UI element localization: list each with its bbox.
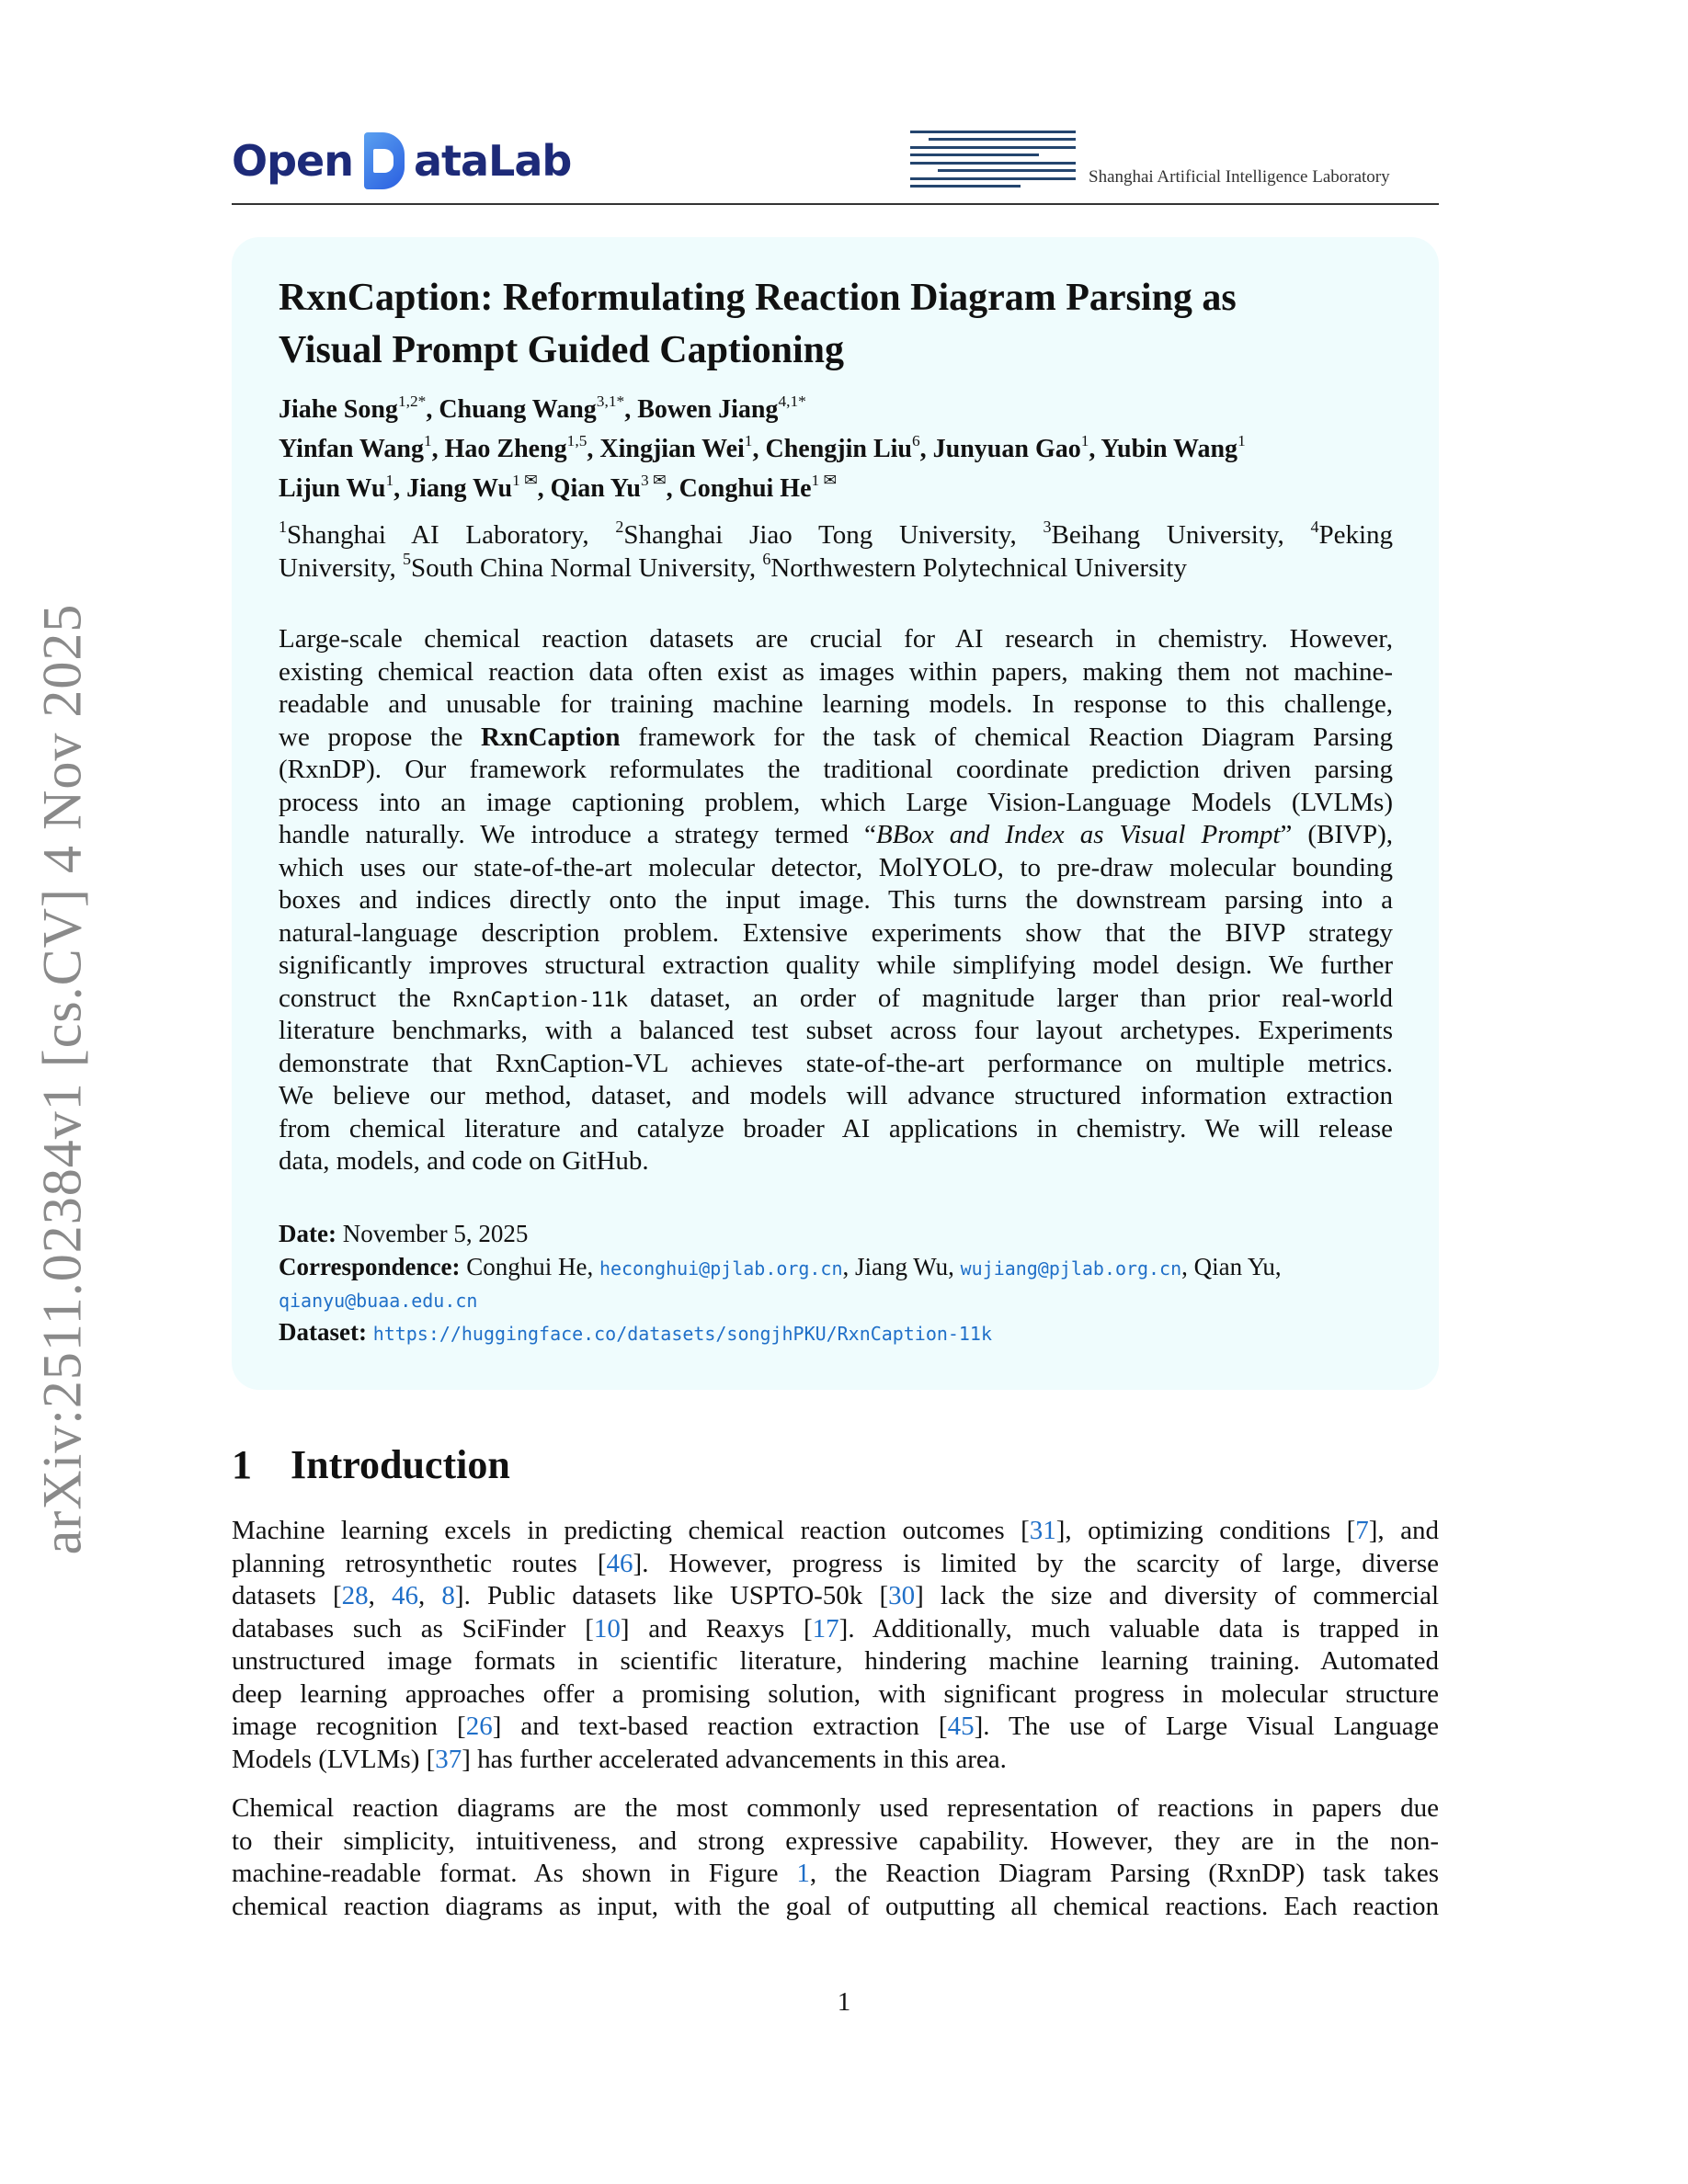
text-line: (RxnDP). Our framework reformulates the traditional coordinate prediction driven parsing xyxy=(279,755,1393,784)
author-row: Yinfan Wang$^1$, Hao Zheng$^{1,5}$, Xingjian Wei$^1$, Chengjin Liu$^6$, Junyuan Gao$^1$, Yubin Wang$^1$ xyxy=(279,431,1246,463)
text-line: process into an image captioning problem, which Large Vision-Language Models (LVLMs) xyxy=(279,787,1393,817)
text-line xyxy=(279,1283,1393,1316)
bold-text: RxnCaption xyxy=(481,722,621,752)
sup-text: 6 xyxy=(762,550,771,569)
author-name: Junyuan Gao xyxy=(932,435,1081,463)
bold-text: Date: xyxy=(279,1220,336,1247)
author-affiliation-mark: 4,1* xyxy=(778,392,806,410)
text-line: datasets [28, 46, 8]. Public datasets like USPTO-50k [30] lack the size and diversity of commercial xyxy=(232,1581,1440,1610)
citation-link[interactable]: 28 xyxy=(341,1581,369,1610)
text-line: to their simplicity, intuitiveness, and strong expressive capability. However, they are in the non- xyxy=(232,1826,1439,1856)
logo-text-open: Open xyxy=(232,136,353,186)
text-line: Correspondence: Conghui He, heconghui@pjlab.org.cn, Jiang Wu, wujiang@pjlab.org.cn, Qian Yu, xyxy=(279,1252,1282,1280)
citation-link[interactable]: 45 xyxy=(947,1712,975,1741)
text-line xyxy=(279,1316,1393,1349)
text-line: natural-language description problem. Extensive experiments show that the BIVP strategy xyxy=(279,917,1393,948)
hyperlink[interactable]: heconghui@pjlab.org.cn xyxy=(599,1257,843,1280)
text-line: unstructured image formats in scientific literature, hindering machine learning training. Automated xyxy=(232,1646,1439,1676)
text-line: chemical reaction diagrams as input, with the goal of outputting all chemical reactions. Each reaction xyxy=(232,1891,1439,1921)
sup-text: 3 xyxy=(1043,517,1052,536)
text-line: planning retrosynthetic routes [46]. However, progress is limited by the scarcity of large, diverse xyxy=(232,1548,1439,1578)
text-line: boxes and indices directly onto the input image. This turns the downstream parsing into a xyxy=(279,885,1393,915)
author-row: Jiahe Song$^{1,2*}$, Chuang Wang$^{3,1*}$, Bowen Jiang$^{4,1*}$ xyxy=(279,392,806,424)
text-line: University, $^5$South China Normal University, $^6$Northwestern Polytechnical University xyxy=(279,550,1187,583)
author-affiliation-mark: 1 xyxy=(1237,431,1246,449)
intro-paragraph xyxy=(232,1515,1439,1776)
text-line: machine-readable format. As shown in Figure 1, the Reaction Diagram Parsing (RxnDP) task takes xyxy=(232,1859,1439,1888)
logo-text-atalab: ataLab xyxy=(413,136,572,186)
text-line: Models (LVLMs) [37] has further accelerated advancements in this area. xyxy=(232,1744,1007,1774)
hyperlink[interactable]: https://huggingface.co/datasets/songjhPKU/RxnCaption-11k xyxy=(372,1322,992,1345)
section-number: 1 xyxy=(232,1442,252,1487)
author-affiliation-mark: 3 ✉ xyxy=(641,471,667,489)
text-line: significantly improves structural extraction quality while simplifying model design. We further xyxy=(279,950,1393,980)
text-line: We believe our method, dataset, and models will advance structured information extraction xyxy=(279,1081,1393,1110)
citation-link[interactable]: 1 xyxy=(796,1859,810,1888)
author-row: Lijun Wu$^1$, Jiang $Wu^{1 ✉}$, Qian $Yu^{3 ✉}$, Conghui $He^{1 ✉}$ xyxy=(279,471,838,503)
shanghai-ai-lab-logo xyxy=(910,131,1390,188)
text-line: construct the RxnCaption-11k dataset, an order of magnitude larger than prior real-world xyxy=(279,983,1393,1013)
affiliations xyxy=(279,519,1393,585)
author-affiliation-mark: 1 ✉ xyxy=(512,471,538,489)
text-line: Large-scale chemical reaction datasets are crucial for AI research in chemistry. However, xyxy=(279,624,1393,654)
hyperlink[interactable]: qianyu@buaa.edu.cn xyxy=(279,1290,478,1312)
author-name: Jiahe Song xyxy=(279,395,398,424)
author-name: Conghui He xyxy=(679,474,812,503)
author-name: Jiang Wu xyxy=(406,474,513,503)
text-line: demonstrate that RxnCaption-VL achieves state-of-the-art performance on multiple metrics. xyxy=(279,1048,1393,1078)
author-list xyxy=(279,390,1393,508)
author-affiliation-mark: 3,1* xyxy=(596,392,625,410)
author-affiliation-mark: 1,5 xyxy=(566,431,587,449)
citation-link[interactable]: 37 xyxy=(435,1744,462,1774)
page-number: 1 xyxy=(837,1987,851,2017)
section-heading xyxy=(232,1441,510,1488)
paper-title xyxy=(279,272,1393,377)
title-line: Visual Prompt Guided Captioning xyxy=(279,329,844,371)
text-line: Chemical reaction diagrams are the most commonly used representation of reactions in papers due xyxy=(232,1793,1439,1823)
arxiv-stamp: arXiv:2511.02384v1 [cs.CV] 4 Nov 2025 xyxy=(31,603,93,1555)
text-line: handle naturally. We introduce a strategy termed “BBox and Index as Visual Prompt” (BIVP), xyxy=(279,820,1393,849)
author-name: Hao Zheng xyxy=(444,435,567,463)
mono-text: RxnCaption-11k xyxy=(452,987,629,1012)
author-affiliation-mark: 1 xyxy=(385,471,394,489)
section-title: Introduction xyxy=(291,1442,510,1487)
text-line: existing chemical reaction data often exist as images within papers, making them not machine- xyxy=(279,656,1393,687)
citation-link[interactable]: 26 xyxy=(465,1712,493,1741)
lab-logo-cn xyxy=(1089,131,1390,167)
sup-text: 2 xyxy=(615,517,624,536)
citation-link[interactable]: 46 xyxy=(392,1581,419,1610)
text-line: literature benchmarks, with a balanced test subset across four layout archetypes. Experiments xyxy=(279,1016,1393,1045)
bold-text: Dataset: xyxy=(279,1317,367,1346)
author-affiliation-mark: 6 xyxy=(911,431,920,449)
sup-text: 4 xyxy=(1310,517,1319,536)
author-name: Chuang Wang xyxy=(439,395,597,424)
author-name: Qian Yu xyxy=(550,474,641,503)
text-line: we propose the RxnCaption framework for the task of chemical Reaction Diagram Parsing xyxy=(279,722,1393,752)
text-line: databases such as SciFinder [10] and Reaxys [17]. Additionally, much valuable data is trapped in xyxy=(232,1613,1440,1644)
author-affiliation-mark: 1,2* xyxy=(397,392,427,410)
citation-link[interactable]: 17 xyxy=(812,1613,839,1644)
text-line: deep learning approaches offer a promising solution, with significant progress in molecular structure xyxy=(232,1678,1439,1709)
author-affiliation-mark: 1 xyxy=(1080,431,1089,449)
author-name: Bowen Jiang xyxy=(637,395,779,424)
author-name: Yubin Wang xyxy=(1101,435,1238,463)
paper-meta xyxy=(279,1218,1393,1348)
author-affiliation-mark: 1 xyxy=(744,431,753,449)
sup-text: 1 xyxy=(279,517,287,536)
citation-link[interactable]: 10 xyxy=(593,1613,621,1644)
author-name: Lijun Wu xyxy=(279,474,386,503)
text-line: Machine learning excels in predicting chemical reaction outcomes [31], optimizing conditions [7], and xyxy=(232,1516,1440,1545)
author-name: Chengjin Liu xyxy=(765,435,912,463)
italic-text: BBox and Index as Visual Prompt xyxy=(875,820,1281,849)
author-name: Yinfan Wang xyxy=(279,435,424,463)
author-name: Xingjian Wei xyxy=(599,435,745,463)
bold-text: Correspondence: xyxy=(279,1252,461,1280)
citation-link[interactable]: 7 xyxy=(1355,1516,1369,1545)
text-line: readable and unusable for training machine learning models. In response to this challenge, xyxy=(279,689,1393,719)
intro-paragraph xyxy=(232,1792,1439,1923)
citation-link[interactable]: 46 xyxy=(606,1548,633,1578)
author-affiliation-mark: 1 ✉ xyxy=(811,471,838,489)
text-line: Date: November 5, 2025 xyxy=(279,1220,529,1247)
abstract xyxy=(279,623,1393,1178)
hyperlink[interactable]: wujiang@pjlab.org.cn xyxy=(960,1257,1182,1280)
opendatalab-logo xyxy=(232,129,571,193)
header-rule xyxy=(232,203,1439,205)
text-line: which uses our state-of-the-art molecular detector, MolYOLO, to pre-draw molecular bounding xyxy=(279,852,1393,882)
citation-link[interactable]: 30 xyxy=(888,1581,916,1610)
lab-stripes-icon xyxy=(910,131,1076,188)
text-line: image recognition [26] and text-based reaction extraction [45]. The use of Large Visual Language xyxy=(232,1712,1440,1741)
title-line: RxnCaption: Reformulating Reaction Diagram Parsing as xyxy=(279,277,1237,319)
citation-link[interactable]: 8 xyxy=(441,1581,455,1610)
sup-text: 5 xyxy=(403,550,412,569)
text-line: from chemical literature and catalyze broader AI applications in chemistry. We will release xyxy=(279,1113,1393,1143)
text-line: $^1$Shanghai AI Laboratory, $^2$Shanghai Jiao Tong University, $^3$Beihang University, $^4$Peking xyxy=(279,517,1393,550)
citation-link[interactable]: 31 xyxy=(1029,1516,1056,1545)
logo-d-icon xyxy=(359,132,408,189)
text-line: data, models, and code on GitHub. xyxy=(279,1146,649,1176)
lab-logo-en: Shanghai Artificial Intelligence Laboratory xyxy=(1089,167,1390,187)
author-affiliation-mark: 1 xyxy=(423,431,432,449)
